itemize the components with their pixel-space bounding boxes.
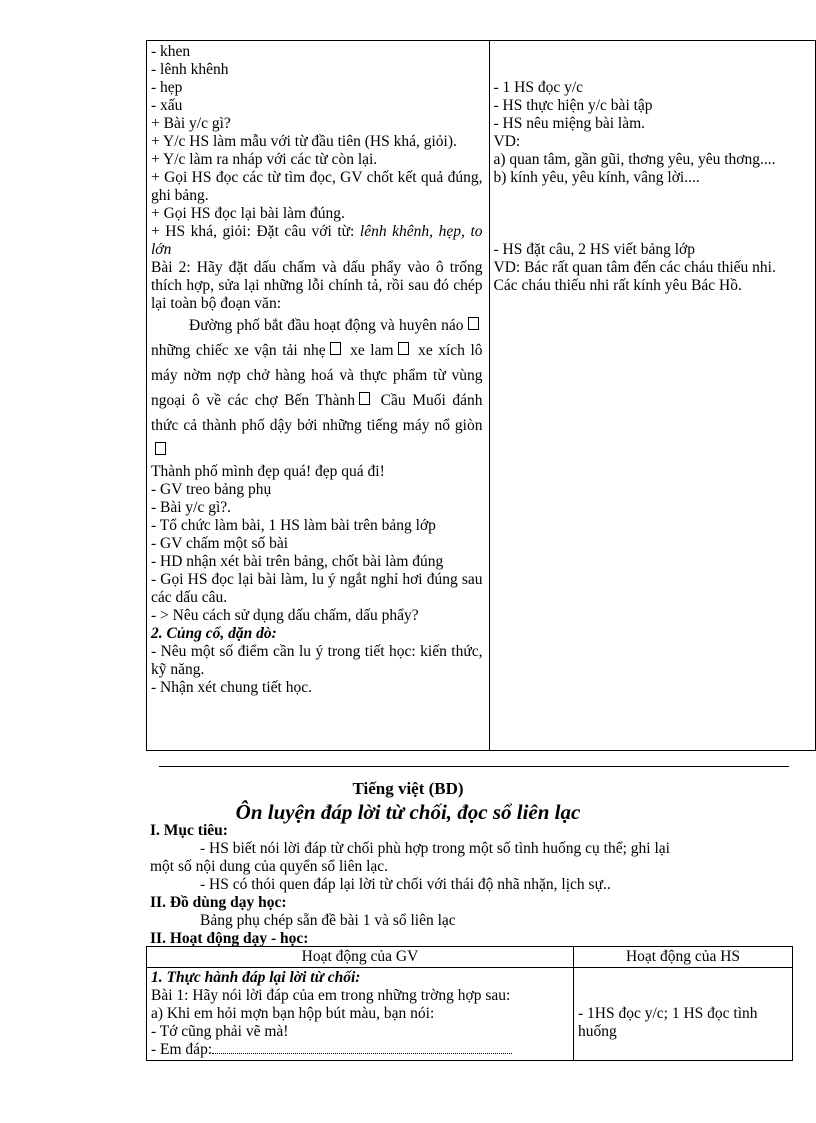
student-line: - 1HS đọc y/c; 1 HS đọc tình huống	[578, 1005, 758, 1040]
passage-part: xe xích lô máy nờm nợp chở hàng hoá và thực phẩm từ vùng ngoại ô về các chợ Bến Thành	[151, 342, 483, 409]
objective-item: - HS biết nói lời đáp từ chối phù hợp trong một số tình huống cụ thể; ghi lại	[200, 840, 670, 857]
objective-item: - HS có thói quen đáp lại lời từ chối với thái độ nhã nhặn, lịch sự..	[200, 876, 611, 893]
instruction-line: - > Nêu cách sử dụng dấu chấm, dấu phẩy?	[151, 607, 419, 624]
blank-box	[398, 342, 409, 355]
passage-ending: Thành phố mình đẹp quá! đẹp quá đi!	[151, 463, 385, 480]
lesson-title: Tiếng việt (BD)	[352, 779, 464, 798]
instruction-line: - Gọi HS đọc lại bài làm, lu ý ngắt nghỉ hơi đúng sau các dấu câu.	[151, 571, 483, 606]
word-item: - xấu	[151, 97, 183, 114]
passage-part: những chiếc xe vận tải nhẹ	[151, 342, 326, 359]
instruction-line: - Bài y/c gì?.	[151, 499, 232, 516]
word-item: - khen	[151, 43, 191, 60]
passage-part: Cầu Muối đánh thức cả thành phố dậy bởi những tiếng máy nổ giòn	[151, 392, 483, 434]
exercise-line: - Tớ cũng phải vẽ mà!	[151, 1023, 289, 1040]
student-activity-cell	[489, 41, 816, 751]
instruction-line: - Nêu một số điểm cần lu ý trong tiết học: kiến thức, kỹ năng.	[151, 643, 483, 678]
activity-table	[146, 946, 793, 1061]
passage	[151, 313, 483, 463]
passage-part: Đường phố bắt đầu hoạt động và huyên náo	[189, 317, 464, 334]
student-line: - HS thực hiện y/c bài tập	[493, 97, 653, 114]
blank-box	[330, 342, 341, 355]
teacher-activity-cell	[147, 968, 574, 1061]
dotted-blank	[212, 1053, 512, 1054]
instruction-line: + Gọi HS đọc lại bài làm đúng.	[151, 205, 345, 222]
blank-box	[155, 442, 166, 455]
teacher-activity-cell	[147, 41, 490, 751]
exercise-2-prompt: Bài 2: Hãy đặt dấu chấm và dấu phẩy vào ô trống thích hợp, sửa lại những lỗi chính tả, rồi sau đó chép lại toàn bộ đoạn văn:	[151, 259, 483, 312]
instruction-line: - Nhận xét chung tiết học.	[151, 679, 312, 696]
materials-heading: II. Đồ dùng dạy học:	[150, 894, 287, 911]
student-line: - 1 HS đọc y/c	[493, 79, 584, 96]
objectives-heading: I. Mục tiêu:	[150, 822, 228, 839]
instruction-line: - GV treo bảng phụ	[151, 481, 272, 498]
student-line: Các cháu thiếu nhi rất kính yêu Bác Hồ.	[493, 277, 742, 294]
student-line: - HS đặt câu, 2 HS viết bảng lớp	[493, 241, 695, 258]
student-activity-cell	[574, 968, 793, 1061]
divider	[159, 766, 789, 767]
blank-box	[468, 317, 479, 330]
materials-text: Bảng phụ chép sẵn đề bài 1 và sổ liên lạc	[200, 912, 456, 929]
instruction-line	[151, 223, 483, 259]
exercise-line: Bài 1: Hãy nói lời đáp của em trong những trờng hợp sau:	[151, 987, 511, 1004]
instruction-line: - HD nhận xét bài trên bảng, chốt bài làm đúng	[151, 553, 444, 570]
student-line: VD: Bác rất quan tâm đến các cháu thiếu nhi.	[493, 259, 776, 276]
student-line: b) kính yêu, yêu kính, vâng lời....	[493, 169, 700, 186]
instruction-line: - Tổ chức làm bài, 1 HS làm bài trên bảng lớp	[151, 517, 436, 534]
column-header-gv: Hoạt động của GV	[147, 947, 574, 968]
student-line: a) quan tâm, gần gũi, thơng yêu, yêu thơng....	[493, 151, 776, 168]
instruction-text: + HS khá, giỏi: Đặt câu với từ:	[151, 223, 355, 240]
word-list: lênh khênh, hẹp, to lớn	[151, 223, 483, 258]
word-item: - hẹp	[151, 79, 183, 96]
passage-part: xe lam	[350, 342, 394, 359]
instruction-line: - GV chấm một số bài	[151, 535, 289, 552]
activities-heading: II. Hoạt động dạy - học:	[150, 930, 309, 947]
objective-item-cont: một số nội dung của quyển sổ liên lạc.	[150, 858, 389, 875]
answer-line	[151, 1041, 569, 1059]
lesson-subtitle: Ôn luyện đáp lời từ chối, đọc sổ liên lạc	[235, 800, 581, 824]
objectives-section	[150, 822, 800, 948]
column-header-hs: Hoạt động của HS	[574, 947, 793, 968]
answer-label: - Em đáp:	[151, 1041, 213, 1058]
student-line: - HS nêu miệng bài làm.	[493, 115, 646, 132]
instruction-line: + Gọi HS đọc các từ tìm đọc, GV chốt kết quả đúng, ghi bảng.	[151, 169, 483, 204]
activity-table-continued	[146, 40, 816, 751]
blank-box	[359, 392, 370, 405]
instruction-line: + Y/c làm ra nháp với các từ còn lại.	[151, 151, 378, 168]
instruction-line: + Bài y/c gì?	[151, 115, 231, 132]
instruction-line: + Y/c HS làm mẫu với từ đầu tiên (HS khá, giỏi).	[151, 133, 457, 150]
exercise-line: a) Khi em hỏi mợn bạn hộp bút màu, bạn nói:	[151, 1005, 435, 1022]
section-heading: 2. Củng cố, dặn dò:	[151, 625, 277, 642]
student-line: VD:	[493, 133, 521, 150]
activity-heading: 1. Thực hành đáp lại lời từ chối:	[151, 969, 361, 986]
word-item: - lênh khênh	[151, 61, 229, 78]
